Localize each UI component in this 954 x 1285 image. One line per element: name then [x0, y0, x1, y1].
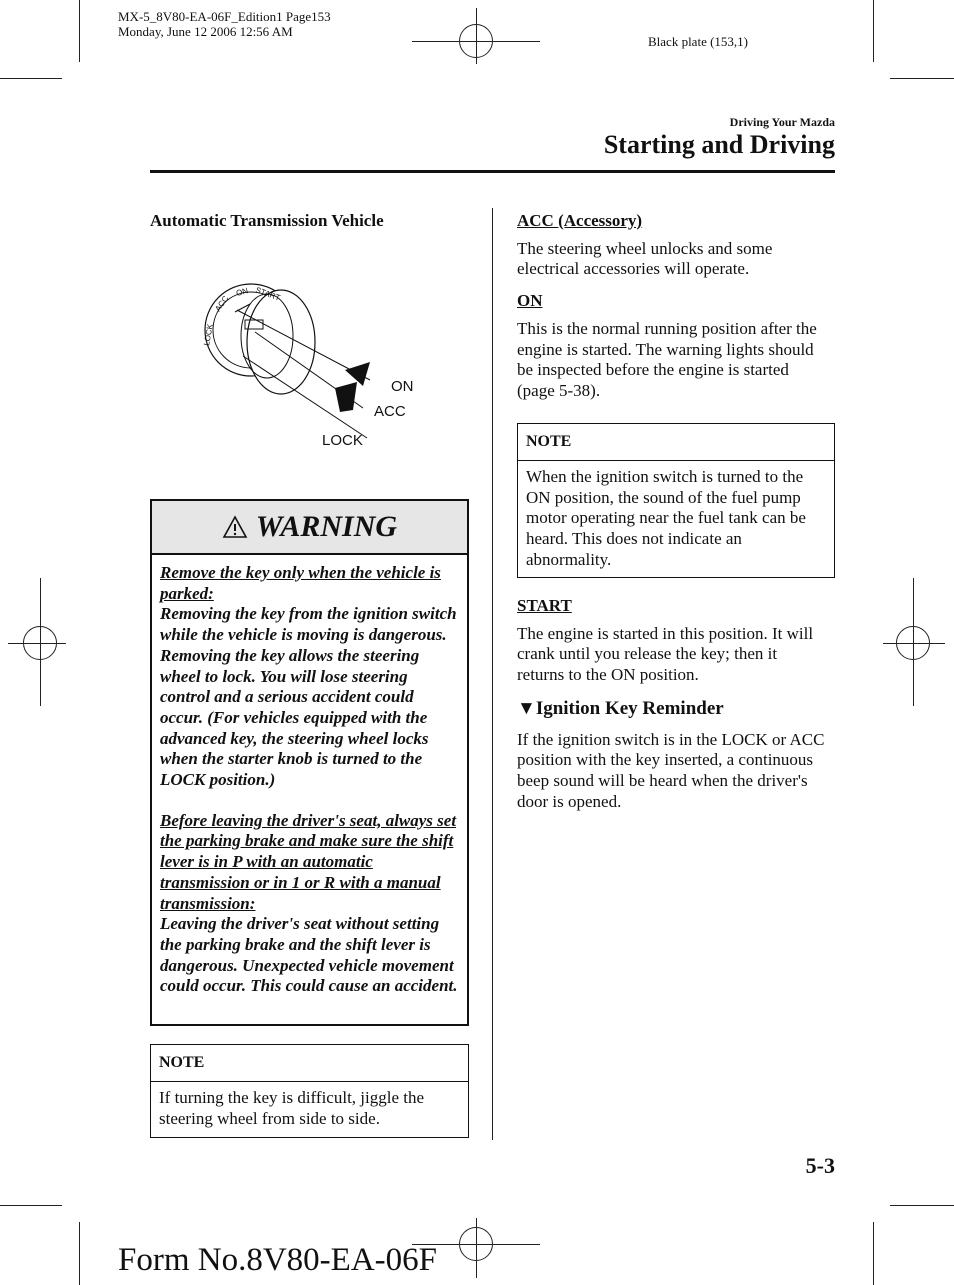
warning-item-2-body: Leaving the driver's seat without setting the parking brake and the shift lever is dangerous. Unexpected vehicle movement could occur. This could cause an accident.: [160, 914, 458, 996]
warning-triangle-icon: [222, 515, 248, 539]
reminder-marker-icon: ▼: [517, 697, 536, 719]
warning-box: [150, 499, 469, 1026]
page-title: Starting and Driving: [603, 130, 835, 159]
right-note-title: NOTE: [518, 424, 834, 461]
on-heading: ON: [517, 291, 543, 311]
reminder-heading: Ignition Key Reminder: [535, 697, 724, 719]
warning-header: [152, 501, 467, 555]
warning-item-1-body: Removing the key from the ignition switch while the vehicle is moving is dangerous. Removing the key allows the steering wheel to lock. You will lose steering control and a serious accident could occur. (For vehicles equipped with the advanced key, the steering wheel locks when the starter knob is turned to the LOCK position.): [160, 604, 457, 790]
diagram-label-on: ON: [391, 378, 414, 395]
right-note-box: [517, 423, 835, 578]
print-slug-line2: Monday, June 12 2006 12:56 AM: [118, 24, 293, 39]
warning-title: WARNING: [255, 510, 398, 543]
left-note-title: NOTE: [151, 1045, 468, 1082]
section-label: Driving Your Mazda: [729, 115, 835, 129]
diagram-label-lock: LOCK: [322, 432, 363, 449]
left-heading: Automatic Transmission Vehicle: [150, 211, 384, 230]
warning-item-2-lead: Before leaving the driver's seat, always set the parking brake and make sure the shift lever is in P with an automatic transmission or in 1 or R with a manual transmission:: [160, 810, 457, 913]
plate-label: Black plate (153,1): [648, 34, 748, 49]
on-body: This is the normal running position after the engine is started. The warning lights should be inspected before the engine is started (page 5-38).: [517, 318, 817, 400]
acc-body: The steering wheel unlocks and some electrical accessories will operate.: [517, 238, 773, 279]
start-body: The engine is started in this position. It will crank until you release the key; then it returns to the ON position.: [517, 623, 814, 685]
warning-item-1-lead: Remove the key only when the vehicle is parked:: [160, 563, 441, 603]
header-rule: [150, 170, 835, 173]
dial-label-acc: ACC: [213, 294, 231, 314]
acc-heading: ACC (Accessory): [517, 211, 643, 230]
column-divider: [492, 208, 493, 1140]
dial-label-start: START: [254, 285, 282, 303]
reminder-heading-row: [517, 699, 827, 720]
print-slug-line1: MX-5_8V80-EA-06F_Edition1 Page153: [118, 9, 331, 24]
ignition-switch-diagram: [195, 270, 425, 460]
left-note-body: If turning the key is difficult, jiggle the steering wheel from side to side.: [159, 1088, 425, 1128]
right-column-lower: [517, 596, 827, 812]
start-heading: START: [517, 596, 572, 615]
right-column: [517, 211, 827, 402]
print-slug: [118, 9, 331, 39]
form-number: Form No.8V80-EA-06F: [118, 1242, 437, 1278]
left-note-box: [150, 1044, 469, 1138]
dial-label-lock: LOCK: [202, 323, 215, 347]
reminder-body: If the ignition switch is in the LOCK or ACC position with the key inserted, a continuous beep sound will be heard when the driver's door is opened.: [517, 729, 825, 811]
page-number: 5-3: [805, 1153, 835, 1178]
diagram-label-acc: ACC: [374, 403, 406, 420]
warning-body: [152, 555, 467, 997]
dial-label-on: ON: [235, 286, 250, 298]
right-note-body: When the ignition switch is turned to the ON position, the sound of the fuel pump motor operating near the fuel tank can be heard. This does not indicate an abnormality.: [526, 467, 806, 569]
